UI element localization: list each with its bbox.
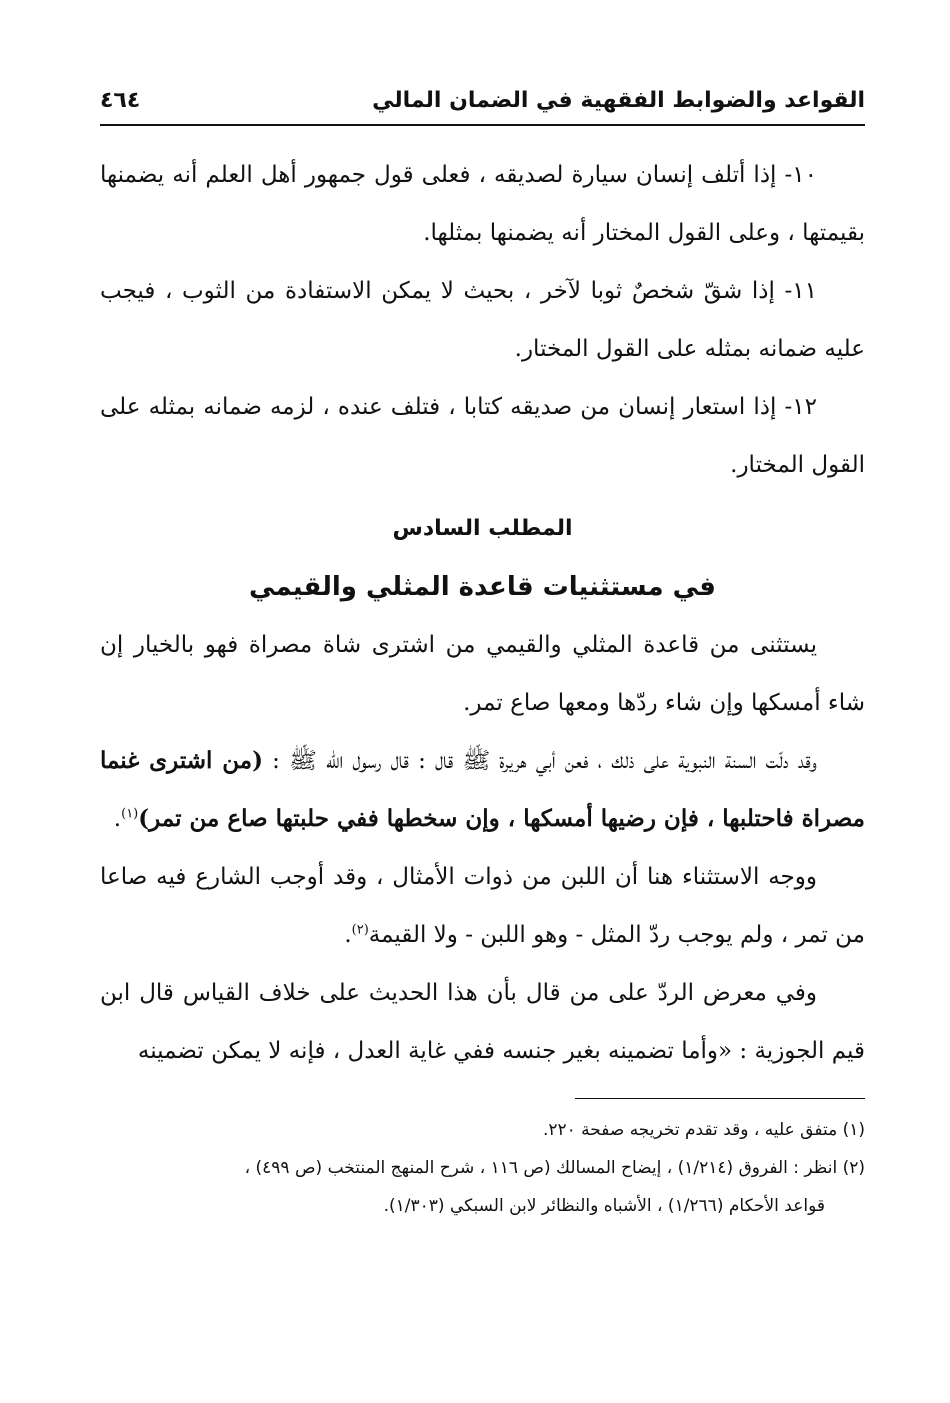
paragraph-exception: يستثنى من قاعدة المثلي والقيمي من اشترى شاة مصراة فهو بالخيار إن شاء أمسكها وإن شاء ردّها ومعها صاع تمر. [100,632,865,716]
running-header-title: القواعد والضوابط الفقهية في الضمان المالي [372,88,865,113]
list-item-11: ١١- إذا شقّ شخصٌ ثوبا لآخر ، بحيث لا يمكن الاستفادة من الثوب ، فيجب عليه ضمانه بمثله على القول المختار. [100,278,865,362]
page-number: ٤٦٤ [100,88,141,113]
footnote-ref-1[interactable]: (١) [121,806,139,822]
book-page [100,80,865,1380]
footnote-1: (١) متفق عليه ، وقد تقدم تخريجه صفحة ٢٢٠. [542,1120,865,1140]
footnote-2-line-2: قواعد الأحكام (١/٢٦٦) ، الأشباه والنظائر لابن السبكي (١/٣٠٣). [383,1196,825,1216]
reason-text: ووجه الاستثناء هنا أن اللبن من ذوات الأمثال ، وقد أوجب الشارع فيه صاعا من تمر ، ولم يوجب ردّ المثل - وهو اللبن - ولا القيمة [100,864,865,948]
paragraph-ibn-qayyim: وفي معرض الردّ على من قال بأن هذا الحديث على خلاف القياس قال ابن قيم الجوزية : «وأما تضمينه بغير جنسه ففي غاية العدل ، فإنه لا يمكن تضمينه [100,980,865,1064]
footnote-divider [575,1098,865,1099]
footnotes [100,1111,865,1225]
hadith-quote: (من اشترى غنما مصراة فاحتلبها ، فإن رضيها أمسكها ، وإن سخطها ففي حلبتها صاع من تمر) [100,747,865,832]
paragraph-hadith: وقد دلّت السنة النبوية على ذلك ، فعن أبي هريرة ﷺ قال : قال رسول الله ﷺ : (من اشترى غنما مصراة فاحتلبها ، فإن رضيها أمسكها ، وإن سخطها ففي حلبتها صاع من تمر)$^{(١)}$. [100,747,865,832]
running-header [100,80,865,126]
footnote-ref-2[interactable]: (٢) [351,922,369,938]
footnote-2-line-1: (٢) انظر : الفروق (١/٢١٤) ، إيضاح المسالك (ص ١١٦ ، شرح المنهج المنتخب (ص ٤٩٩) ، [244,1158,865,1178]
list-item-12: ١٢- إذا استعار إنسان من صديقه كتابا ، فتلف عنده ، لزمه ضمانه بمثله على القول المختار. [100,394,865,478]
section-title: المطلب السادس [392,516,573,541]
paragraph-reason: ووجه الاستثناء هنا أن اللبن من ذوات الأمثال ، وقد أوجب الشارع فيه صاعا من تمر ، ولم يوجب ردّ المثل - وهو اللبن - ولا القيمة$^{(٢)}$. [100,864,865,948]
main-text [100,146,865,1080]
list-item-10: ١٠- إذا أتلف إنسان سيارة لصديقه ، فعلى قول جمهور أهل العلم أنه يضمنها بقيمتها ، وعلى القول المختار أنه يضمنها بمثلها. [100,162,865,246]
footnote-2 [100,1149,865,1225]
hadith-intro: وقد دلّت السنة النبوية على ذلك ، فعن أبي هريرة ﷺ قال : قال رسول الله ﷺ : [263,748,817,774]
section-subtitle: في مستثنيات قاعدة المثلي والقيمي [249,572,716,602]
